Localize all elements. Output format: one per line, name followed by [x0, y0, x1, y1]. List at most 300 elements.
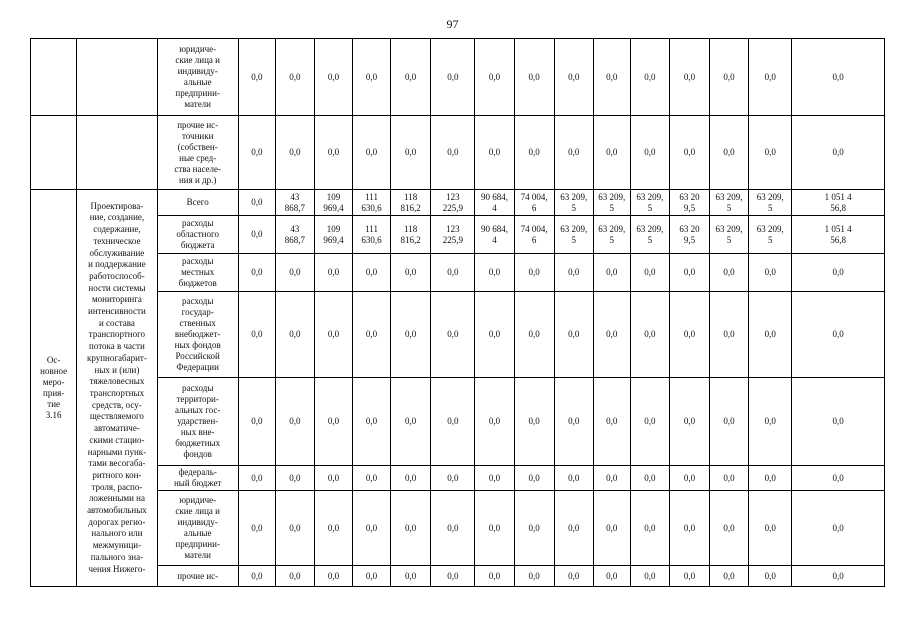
value-line: 0,0 [365, 267, 378, 277]
value-cell [391, 292, 431, 378]
value-cell [238, 190, 275, 216]
funding-source-line: Федерации [176, 362, 219, 372]
value-line: 969,4 [323, 234, 344, 245]
funding-source-line: ния и др.) [178, 174, 217, 185]
value-line: 0,0 [251, 267, 263, 277]
value-cell: 0,0 [238, 39, 275, 116]
value-line: 0,0 [488, 472, 501, 483]
value-cell [391, 254, 431, 292]
value-line: 0,0 [405, 472, 417, 483]
value-line: 63 209, [756, 223, 784, 234]
value-cell [475, 466, 514, 491]
value-cell [314, 292, 352, 378]
value-line: 1 051 4 [824, 191, 852, 202]
value-line: 123 [446, 191, 460, 202]
description-line: крупногабарит- [86, 352, 147, 363]
value-cell [353, 254, 391, 292]
value-line: 0,0 [832, 416, 844, 426]
value-cell [238, 216, 275, 254]
value-line: 0,0 [568, 570, 580, 581]
description-line: тами весогаба- [88, 458, 146, 469]
value-cell [630, 216, 669, 254]
funding-source-line: юридиче- [179, 495, 217, 505]
value-line: 63 209, [715, 191, 743, 202]
value-line: 0,0 [251, 472, 263, 483]
value-line: 0,0 [251, 229, 263, 239]
description-cell [77, 190, 157, 587]
value-cell [314, 378, 352, 466]
value-line: 0,0 [488, 329, 501, 339]
value-cell: 0,0 [593, 39, 630, 116]
value-line: 0,0 [488, 570, 501, 581]
value-cell [353, 566, 391, 587]
funding-source-line: федераль- [178, 467, 217, 477]
value-cell: 0,0 [669, 116, 709, 190]
table-row [31, 378, 885, 466]
value-cell [475, 491, 514, 566]
value-cell [475, 566, 514, 587]
value-cell [593, 190, 630, 216]
description-line: обслуживание [89, 247, 145, 258]
value-cell [792, 566, 885, 587]
value-cell: 0,0 [275, 39, 314, 116]
value-cell [238, 566, 275, 587]
value-line: 816,2 [400, 202, 421, 213]
value-line: 0,0 [568, 522, 580, 533]
value-cell [431, 378, 475, 466]
value-cell [275, 566, 314, 587]
value-cell [669, 566, 709, 587]
value-cell [630, 491, 669, 566]
table-row [31, 190, 885, 216]
value-cell: 0,0 [792, 39, 885, 116]
value-cell [353, 216, 391, 254]
value-line: 0,0 [606, 522, 618, 533]
value-line: 0,0 [251, 570, 263, 581]
value-line: 74 004, [520, 191, 548, 202]
funding-source-line: местных [181, 267, 215, 277]
value-cell [593, 216, 630, 254]
table-row [31, 116, 885, 190]
value-line: 0,0 [832, 570, 844, 581]
page-number: 97 [446, 17, 459, 31]
value-cell: 0,0 [391, 39, 431, 116]
value-line: 0,0 [251, 522, 263, 533]
description-line: троля, распо- [91, 481, 143, 492]
description-line: автомобильных [87, 505, 147, 516]
value-cell [792, 254, 885, 292]
value-cell: 0,0 [314, 39, 352, 116]
funding-source-line: государ- [181, 307, 214, 317]
funding-source-line: предприни- [175, 539, 220, 549]
description-line: межмуници- [92, 540, 142, 551]
funding-source-line: бюджета [180, 240, 215, 250]
value-line: 0,0 [683, 472, 696, 483]
value-cell [554, 216, 593, 254]
value-cell [630, 292, 669, 378]
value-line: 43 [290, 191, 300, 202]
description-line: содержание, [93, 224, 141, 235]
value-line: 4 [492, 234, 497, 245]
funding-source-line: альных гос- [174, 405, 221, 415]
table-row [31, 491, 885, 566]
value-line: 0,0 [606, 472, 618, 483]
measure-label-line: тие [47, 399, 61, 409]
value-cell: 0,0 [749, 39, 792, 116]
value-line: 0,0 [606, 416, 618, 426]
value-cell [554, 190, 593, 216]
table-row [31, 216, 885, 254]
value-line: 63 209, [756, 191, 784, 202]
value-cell [749, 378, 792, 466]
value-line: 109 [326, 191, 341, 202]
funding-source-line: предприни- [175, 88, 220, 98]
value-cell: 0,0 [710, 39, 749, 116]
value-cell [593, 466, 630, 491]
value-line: 0,0 [723, 416, 735, 426]
value-line: 56,8 [830, 234, 847, 245]
funding-source-line: внебюджет- [174, 329, 221, 339]
value-line: 5 [647, 202, 653, 213]
value-line: 0,0 [528, 522, 540, 533]
funding-source-line: областного [176, 229, 219, 239]
value-line: 0,0 [764, 267, 776, 277]
value-line: 4 [492, 202, 497, 213]
value-cell [238, 466, 275, 491]
value-line: 868,7 [284, 202, 306, 213]
value-line: 111 [365, 191, 378, 202]
value-line: 0,0 [447, 472, 459, 483]
value-cell: 0,0 [391, 116, 431, 190]
funding-source-cell [157, 292, 238, 378]
value-line: 0,0 [528, 416, 540, 426]
value-cell [710, 566, 749, 587]
value-line: 0,0 [723, 329, 735, 339]
value-cell [431, 216, 475, 254]
value-cell [514, 292, 554, 378]
funding-source-line: расходы [181, 256, 214, 266]
value-cell [275, 466, 314, 491]
value-line: 0,0 [723, 570, 735, 581]
value-line: 0,0 [568, 329, 580, 339]
value-line: 5 [571, 234, 576, 245]
value-line: 0,0 [405, 570, 417, 581]
value-line: 5 [609, 202, 615, 213]
value-cell [431, 466, 475, 491]
funding-source-line: ных вне- [180, 427, 215, 437]
funding-source-line: территори- [176, 394, 219, 404]
value-line: 0,0 [644, 522, 656, 533]
value-cell [514, 216, 554, 254]
description-cell [77, 39, 157, 116]
value-cell [514, 254, 554, 292]
value-cell [792, 466, 885, 491]
value-line: 0,0 [365, 522, 378, 533]
value-cell [554, 491, 593, 566]
description-line: автоматиче- [94, 423, 140, 434]
description-line: Проектирова- [90, 200, 144, 211]
value-cell [710, 491, 749, 566]
value-cell: 0,0 [514, 39, 554, 116]
value-line: 0,0 [723, 472, 735, 483]
value-cell [710, 466, 749, 491]
value-line: 0,0 [289, 267, 301, 277]
funding-source-line: ударствен- [177, 416, 219, 426]
funding-source-line: матели [184, 99, 211, 109]
value-line: 5 [726, 202, 732, 213]
value-cell: 0,0 [669, 39, 709, 116]
description-line: транспортных [89, 388, 145, 398]
value-cell [314, 566, 352, 587]
value-line: 0,0 [832, 472, 844, 483]
value-line: 0,0 [488, 416, 501, 426]
funding-source-line: ские лица и [175, 55, 220, 65]
funding-source-line: бюджетов [178, 278, 217, 288]
table-row [31, 292, 885, 378]
value-line: 0,0 [568, 416, 580, 426]
description-cell [77, 116, 157, 190]
value-cell: 0,0 [475, 39, 514, 116]
value-cell [275, 378, 314, 466]
description-line: пального зна- [90, 551, 144, 562]
value-cell [238, 254, 275, 292]
description-line: ных и (или) [94, 364, 140, 375]
value-cell [353, 466, 391, 491]
description-line: техническое [93, 235, 141, 246]
value-cell [314, 491, 352, 566]
funding-source-line: прочие ис- [177, 570, 219, 581]
value-line: 0,0 [832, 522, 844, 533]
description-line: нального или [91, 528, 143, 539]
funding-source-line: ственных [179, 318, 216, 328]
value-cell [353, 190, 391, 216]
measure-label-cell [31, 116, 77, 190]
value-cell [593, 491, 630, 566]
value-line: 63 209, [636, 223, 664, 234]
value-cell [630, 190, 669, 216]
value-cell: 0,0 [593, 116, 630, 190]
value-line: 63 20 [679, 191, 700, 202]
value-cell [475, 216, 514, 254]
value-cell [391, 466, 431, 491]
value-line: 5 [726, 234, 732, 245]
value-cell: 0,0 [792, 116, 885, 190]
value-cell [314, 216, 352, 254]
value-cell [593, 566, 630, 587]
value-line: 0,0 [832, 267, 844, 277]
description-line: дорогах регио- [88, 516, 146, 527]
value-cell [475, 292, 514, 378]
value-line: 0,0 [447, 267, 459, 277]
measure-label-line: новное [40, 366, 68, 376]
funding-source-line: расходы [181, 296, 214, 306]
value-cell [314, 190, 352, 216]
description-line: работоспособ- [89, 270, 145, 281]
value-cell [630, 566, 669, 587]
funding-source-line: альные [183, 77, 212, 87]
value-cell [792, 491, 885, 566]
value-line: 0,0 [832, 329, 844, 339]
value-line: 6 [531, 234, 537, 245]
value-line: 0,0 [644, 329, 656, 339]
value-line: 74 004, [520, 223, 548, 234]
description-line: ществляемого [89, 411, 144, 422]
description-line: транспортного [88, 329, 146, 340]
value-line: 630,6 [361, 234, 382, 245]
value-line: 0,0 [327, 267, 340, 277]
value-line: 6 [531, 202, 537, 213]
value-cell: 0,0 [353, 116, 391, 190]
value-cell [710, 292, 749, 378]
value-line: 43 [290, 223, 300, 234]
value-line: 0,0 [644, 416, 656, 426]
value-line: 9,5 [683, 202, 696, 213]
value-line: 225,9 [442, 202, 463, 213]
value-line: 0,0 [289, 570, 301, 581]
value-cell: 0,0 [314, 116, 352, 190]
funding-source-line: фондов [183, 449, 212, 459]
value-line: 0,0 [405, 267, 417, 277]
value-line: 0,0 [606, 267, 618, 277]
value-cell: 0,0 [630, 116, 669, 190]
value-cell [749, 216, 792, 254]
description-line: ложенными на [88, 493, 145, 504]
funding-source-line: ства населе- [174, 163, 222, 174]
value-cell [238, 292, 275, 378]
value-line: 969,4 [323, 202, 344, 213]
value-line: 0,0 [723, 522, 735, 533]
funding-source-line: расходы [181, 218, 214, 228]
value-cell [391, 378, 431, 466]
funding-source-cell [157, 466, 238, 491]
value-line: 1 051 4 [824, 223, 852, 234]
value-cell [669, 216, 709, 254]
value-line: 0,0 [289, 329, 301, 339]
value-line: 118 [404, 191, 418, 202]
value-cell [669, 491, 709, 566]
value-line: 63 209, [598, 223, 626, 234]
measure-label-line: прия- [43, 388, 65, 398]
value-line: 63 20 [679, 223, 700, 234]
value-line: 56,8 [830, 202, 847, 213]
table-row [31, 466, 885, 491]
value-line: 0,0 [289, 472, 301, 483]
value-line: 816,2 [400, 234, 421, 245]
description-line: интенсивности [88, 306, 146, 317]
value-line: 90 684, [480, 223, 508, 234]
value-line: 868,7 [284, 234, 306, 245]
value-cell [554, 292, 593, 378]
value-cell [275, 292, 314, 378]
value-line: 0,0 [365, 570, 378, 581]
funding-source-line: ный бюджет [173, 478, 222, 488]
value-cell [593, 292, 630, 378]
table-row [31, 254, 885, 292]
funding-source-cell [157, 39, 238, 116]
value-cell [514, 466, 554, 491]
value-cell [431, 491, 475, 566]
value-line: 0,0 [327, 416, 340, 426]
value-cell [391, 566, 431, 587]
value-cell [275, 491, 314, 566]
measure-label-line: Ос- [46, 355, 61, 365]
value-cell [710, 378, 749, 466]
description-line: и состава [98, 317, 135, 328]
value-cell [554, 378, 593, 466]
value-cell: 0,0 [554, 39, 593, 116]
funding-source-line: ных фондов [174, 340, 221, 350]
description-line: ние, создание, [89, 212, 145, 223]
funding-source-cell [157, 254, 238, 292]
value-cell: 0,0 [275, 116, 314, 190]
value-cell [314, 466, 352, 491]
value-cell [593, 254, 630, 292]
value-line: 0,0 [764, 416, 776, 426]
value-line: 0,0 [447, 416, 459, 426]
value-cell [749, 254, 792, 292]
value-line: 0,0 [723, 267, 735, 277]
value-line: 0,0 [327, 329, 340, 339]
value-line: 0,0 [764, 472, 776, 483]
value-cell [749, 491, 792, 566]
value-line: 0,0 [405, 416, 417, 426]
funding-source-line: ские лица и [175, 506, 220, 516]
value-line: 0,0 [683, 416, 696, 426]
value-line: 0,0 [644, 267, 656, 277]
funding-source-line: прочие ис- [177, 119, 219, 130]
value-cell [749, 292, 792, 378]
funding-source-line: бюджетных [175, 438, 221, 448]
value-cell: 0,0 [630, 39, 669, 116]
value-cell [514, 190, 554, 216]
value-line: 0,0 [365, 416, 378, 426]
value-line: 0,0 [327, 522, 340, 533]
value-cell [238, 378, 275, 466]
value-cell [749, 190, 792, 216]
value-cell [475, 378, 514, 466]
value-cell [391, 491, 431, 566]
funding-source-cell [157, 116, 238, 190]
value-cell [669, 292, 709, 378]
value-cell [431, 566, 475, 587]
value-cell [792, 378, 885, 466]
value-cell [669, 466, 709, 491]
value-cell [554, 466, 593, 491]
value-cell [792, 190, 885, 216]
value-line: 90 684, [480, 191, 508, 202]
value-line: 0,0 [251, 329, 263, 339]
value-cell [630, 254, 669, 292]
value-line: 0,0 [447, 522, 459, 533]
value-cell: 0,0 [749, 116, 792, 190]
description-line: и поддержание [88, 259, 146, 270]
funding-source-cell [157, 378, 238, 466]
value-cell [475, 190, 514, 216]
description-line: средств, осу- [92, 399, 142, 410]
value-line: 0,0 [327, 570, 340, 581]
budget-table [30, 38, 885, 587]
value-line: 111 [365, 223, 378, 234]
value-line: 0,0 [764, 570, 776, 581]
value-line: 0,0 [405, 522, 417, 533]
value-line: 5 [571, 202, 576, 213]
value-cell [514, 566, 554, 587]
value-cell [431, 254, 475, 292]
funding-source-line: (собствен- [177, 141, 218, 152]
value-cell [710, 216, 749, 254]
value-line: 0,0 [528, 472, 540, 483]
value-cell [353, 292, 391, 378]
